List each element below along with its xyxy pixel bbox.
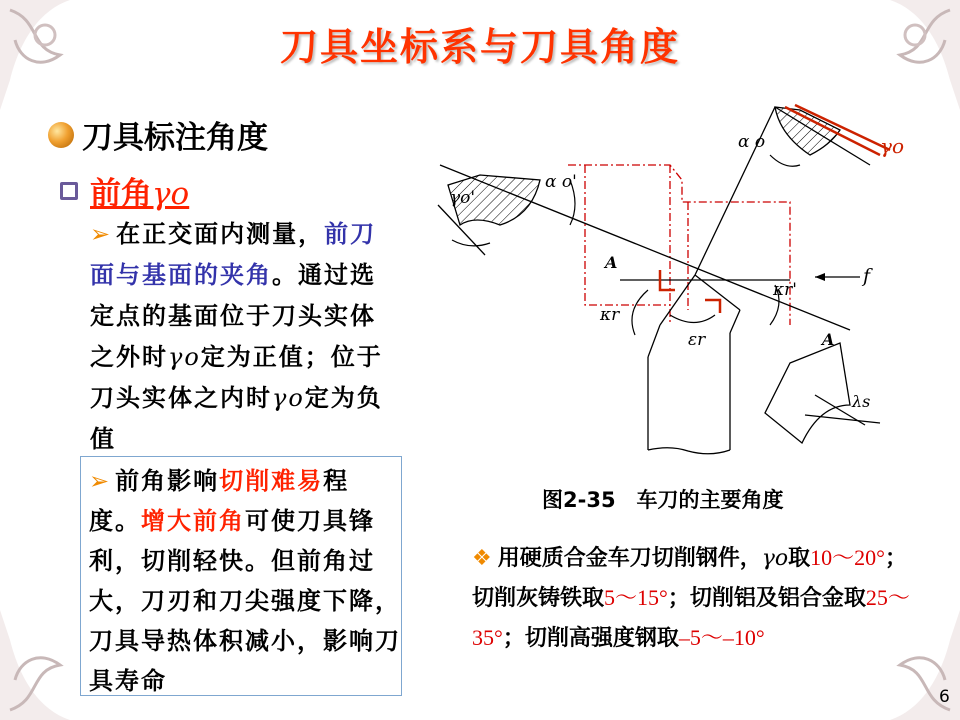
heading2-label: 前角: [90, 176, 152, 212]
heading2-symbol: γo: [152, 176, 190, 212]
heading2-text: [90, 168, 189, 213]
heading1-text: 刀具标注角度: [82, 120, 268, 156]
note-value-aluminum: 25～35°: [472, 585, 910, 650]
slide-title: 刀具坐标系与刀具角度: [279, 25, 680, 69]
para-text-mid2: 定为正值；位于刀头实体之内时: [90, 343, 383, 412]
feed-arrow-icon: [815, 273, 825, 281]
note-gamma-symbol: γo: [761, 546, 789, 571]
box-text-pre: 前角影响: [115, 467, 220, 495]
box-text-post: 可使刀具锋利，切削轻快。但前角过大，刀刃和刀尖强度下降，刀具导热体积减小，影响刀具寿命: [89, 507, 401, 695]
note-value-cast-iron: 5～15°: [604, 585, 668, 610]
box-highlight-1: 切削难易: [219, 467, 324, 495]
label-lambda-s: λs: [852, 392, 871, 411]
heading-level2: [60, 168, 189, 213]
para-text-mid: 。通过选定点的基面位于刀头实体之外时: [90, 261, 376, 371]
square-bullet-icon: [60, 182, 78, 200]
box-text-mid: 程度。: [89, 467, 350, 535]
note-text-2: ；切削灰铸铁取: [472, 546, 907, 611]
label-kappa-r-prime: κr': [773, 280, 797, 300]
label-gamma-o-prime: γo': [450, 188, 476, 208]
arrow-bullet-icon: ➢: [90, 220, 113, 248]
note-text-3: ；切削铝及铝合金取: [667, 586, 866, 611]
label-alpha-o: α o: [738, 132, 766, 152]
label-epsilon-r: εr: [688, 330, 706, 350]
arrow-bullet-icon: ➢: [89, 467, 112, 495]
note-text-1a: 用硬质合金车刀切削钢件，: [497, 546, 762, 571]
note-text-4: ；切削高强度钢取: [502, 626, 679, 651]
definition-paragraph: [90, 214, 400, 460]
note-value-steel: 10～20°: [810, 545, 885, 570]
label-alpha-o-prime: α o': [545, 172, 577, 192]
label-feed-f: f: [863, 265, 871, 287]
para-text-post: 定为负值: [90, 384, 383, 453]
gamma-symbol-2: γo: [272, 384, 305, 412]
red-reference-lines: [568, 165, 790, 325]
label-kappa-r: κr: [600, 305, 620, 325]
gamma-symbol-1: γo: [168, 343, 201, 371]
label-section-A1: A: [605, 253, 618, 272]
heading-level1: [48, 112, 268, 157]
box-highlight-2: 增大前角: [141, 507, 245, 535]
tool-angle-figure: [420, 95, 920, 465]
page-number: 6: [939, 687, 950, 707]
para-text-pre: 在正交面内测量，: [116, 220, 325, 248]
figure-caption: 图2-35 车刀的主要角度: [542, 488, 784, 512]
diamond-bullet-icon: ❖: [472, 546, 492, 571]
effect-textbox: [80, 456, 402, 696]
para-highlight: 前刀面与基面的夹角: [90, 220, 377, 289]
label-gamma-o: γo: [880, 134, 904, 158]
value-note: [472, 538, 912, 658]
note-text-1b: 取: [788, 546, 811, 571]
label-section-A2: A: [822, 330, 835, 349]
orange-ball-bullet-icon: [48, 122, 74, 148]
note-value-high-strength-steel: –5～–10°: [678, 625, 765, 650]
